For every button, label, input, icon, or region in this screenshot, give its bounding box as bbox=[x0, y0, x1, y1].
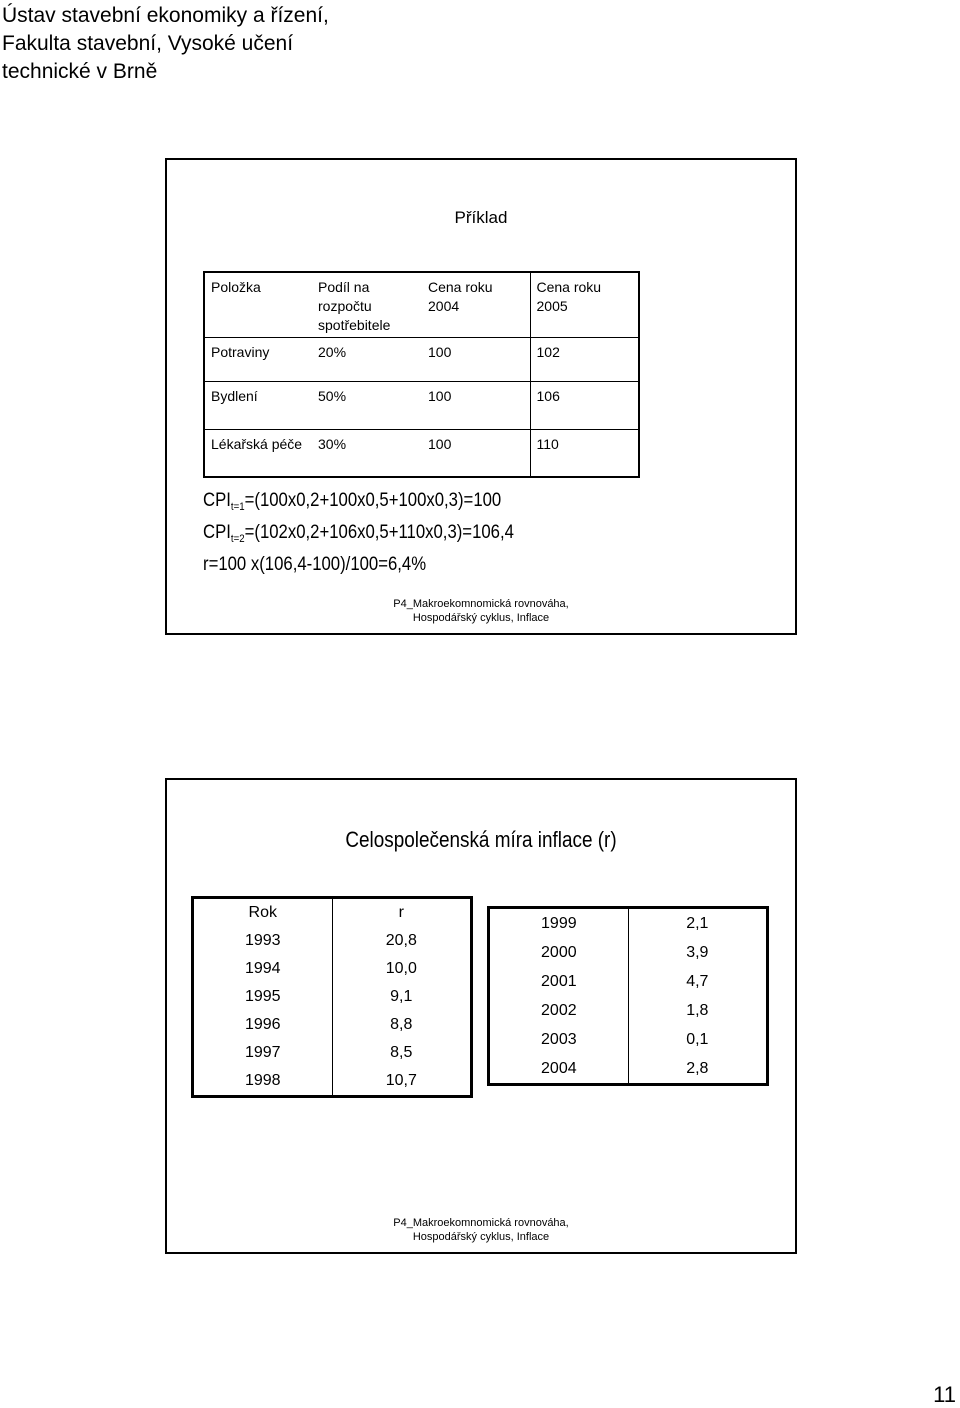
inflation-table-right bbox=[487, 906, 769, 1086]
table-cell: 1,8 bbox=[686, 1001, 709, 1019]
table-cell: 1996 bbox=[193, 1011, 333, 1039]
table-cell: Lékařská péče bbox=[211, 435, 303, 452]
table-cell: 110 bbox=[530, 429, 639, 477]
table-cell: 2002 bbox=[489, 996, 629, 1025]
table-cell: Potraviny bbox=[204, 337, 312, 381]
formula-body: r=100 x(106,4-100)/100=6,4% bbox=[203, 554, 427, 575]
table-cell: 4,7 bbox=[686, 972, 709, 990]
table-row bbox=[193, 983, 472, 1011]
table-cell: 10,0 bbox=[385, 960, 417, 977]
table-row bbox=[204, 337, 639, 381]
slide-footer bbox=[167, 1216, 795, 1244]
slide-title: Celospolečenská míra inflace (r) bbox=[345, 827, 617, 852]
table-cell: 2004 bbox=[489, 1054, 629, 1085]
header-line: technické v Brně bbox=[2, 60, 158, 83]
table-row bbox=[204, 381, 639, 429]
table-row bbox=[489, 1054, 768, 1085]
table-row bbox=[193, 1011, 472, 1039]
table-cell: 1997 bbox=[193, 1039, 333, 1067]
table-cell: 3,9 bbox=[686, 943, 709, 961]
footer-line: P4_Makroekomnomická rovnováha, bbox=[393, 1217, 569, 1229]
table-cell: 20% bbox=[312, 337, 422, 381]
table-row bbox=[204, 429, 639, 477]
table-header-cell: r bbox=[398, 904, 404, 921]
table-cell: 1995 bbox=[193, 983, 333, 1011]
table-row bbox=[489, 938, 768, 967]
formula-line bbox=[203, 520, 514, 552]
document-header bbox=[2, 2, 329, 86]
table-row bbox=[193, 955, 472, 983]
footer-line: P4_Makroekomnomická rovnováha, bbox=[393, 598, 569, 610]
formulas bbox=[203, 488, 514, 578]
formula-line bbox=[203, 552, 514, 578]
table-header-cell: Rok bbox=[193, 898, 333, 928]
formula-line bbox=[203, 488, 514, 520]
table-row bbox=[193, 1039, 472, 1067]
formula-body: =(100x0,2+100x0,5+100x0,3)=100 bbox=[244, 490, 502, 511]
table-cell: 2,1 bbox=[686, 914, 709, 932]
table-header-row bbox=[204, 272, 639, 337]
table-header-cell: Cena roku 2004 bbox=[422, 272, 530, 337]
table-header-cell: Cena roku 2005 bbox=[530, 272, 639, 337]
table-cell: 100 bbox=[422, 337, 530, 381]
table-row bbox=[489, 908, 768, 939]
header-line: Fakulta stavební, Vysoké učení bbox=[2, 32, 294, 55]
table-cell: 1999 bbox=[489, 908, 629, 939]
table-cell: 9,1 bbox=[390, 988, 413, 1005]
page-number: 11 bbox=[933, 1382, 956, 1407]
table-header-cell: Položka bbox=[204, 272, 312, 337]
table-cell: 102 bbox=[530, 337, 639, 381]
table-cell: 2003 bbox=[489, 1025, 629, 1054]
table-cell: 2000 bbox=[489, 938, 629, 967]
footer-line: Hospodářský cyklus, Inflace bbox=[412, 1231, 550, 1243]
table-cell: 2001 bbox=[489, 967, 629, 996]
table-cell: 1994 bbox=[193, 955, 333, 983]
table-cell: 100 bbox=[428, 435, 452, 452]
table-row bbox=[489, 1025, 768, 1054]
footer-line: Hospodářský cyklus, Inflace bbox=[412, 612, 550, 624]
formula-subscript: t=1 bbox=[230, 501, 245, 513]
table-header-row bbox=[193, 898, 472, 928]
table-cell: 10,7 bbox=[385, 1072, 417, 1089]
table-cell: 8,8 bbox=[390, 1016, 413, 1033]
table-row bbox=[489, 996, 768, 1025]
table-row bbox=[489, 967, 768, 996]
table-cell: 106 bbox=[530, 381, 639, 429]
table-cell: 1993 bbox=[193, 927, 333, 955]
slide-example bbox=[165, 158, 797, 635]
table-row bbox=[193, 1067, 472, 1097]
table-cell: 8,5 bbox=[390, 1044, 413, 1061]
table-cell: 1998 bbox=[193, 1067, 333, 1097]
table-cell: 50% bbox=[312, 381, 422, 429]
table-cell: 2,8 bbox=[686, 1059, 709, 1077]
formula-subscript: t=2 bbox=[230, 533, 245, 545]
table-cell: 0,1 bbox=[686, 1030, 709, 1048]
table-cell: 100 bbox=[422, 381, 530, 429]
formula-prefix: CPI bbox=[203, 490, 231, 511]
slide-inflation bbox=[165, 778, 797, 1254]
formula-prefix: CPI bbox=[203, 522, 231, 543]
table-cell: Bydlení bbox=[204, 381, 312, 429]
header-line: Ústav stavební ekonomiky a řízení, bbox=[2, 4, 329, 27]
table-cell: 30% bbox=[318, 435, 347, 452]
table-header-cell: Podíl na rozpočtu spotřebitele bbox=[312, 272, 422, 337]
inflation-table-left bbox=[191, 896, 473, 1098]
table-cell: 20,8 bbox=[385, 932, 417, 949]
slide-footer bbox=[167, 597, 795, 625]
slide-title: Příklad bbox=[454, 208, 508, 227]
table-row bbox=[193, 927, 472, 955]
price-table bbox=[203, 271, 640, 478]
formula-body: =(102x0,2+106x0,5+110x0,3)=106,4 bbox=[244, 522, 514, 543]
